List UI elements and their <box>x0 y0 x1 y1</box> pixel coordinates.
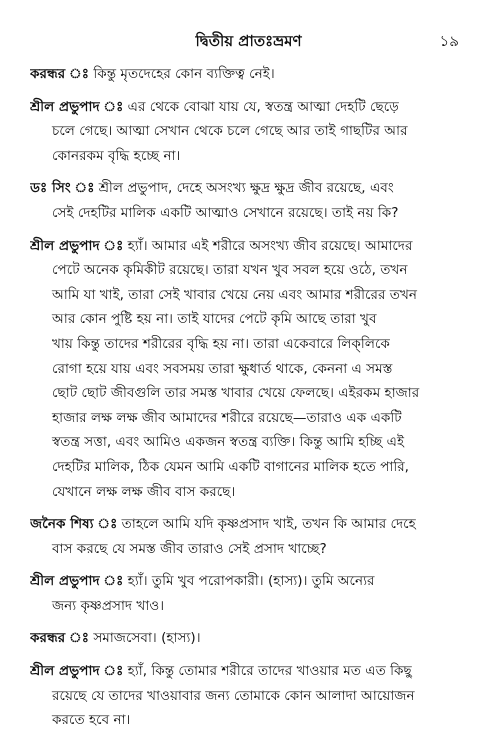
dialogue-line <box>30 430 470 455</box>
dialogue-text: হ্যাঁ, কিন্তু তোমার শরীরে তাদের খাওয়ার মত এত কিছু <box>127 663 412 680</box>
dialogue-first-line <box>30 234 470 259</box>
dialogue-line <box>30 332 470 357</box>
dialogue-text: এর থেকে বোঝা যায় যে, স্বতন্ত্র আত্মা দেহটি ছেড়ে <box>127 98 399 115</box>
dialogue-entry <box>30 176 470 225</box>
dialogue-line <box>30 684 470 709</box>
dialogue-line <box>30 537 470 562</box>
dialogue-text: কোনরকম বৃদ্ধি হচ্ছে না। <box>52 147 181 164</box>
dialogue-line <box>30 307 470 332</box>
dialogue-first-line <box>30 512 470 537</box>
dialogue-entry <box>30 62 470 87</box>
dialogue-text: বাস করছে যে সমস্ত জীব তারাও সেই প্রসাদ খাচ্ছে? <box>52 540 327 557</box>
dialogue-text: কিন্তু মৃতদেহের কোন ব্যক্তিত্ব নেই। <box>93 66 275 82</box>
dialogue-body <box>30 62 470 741</box>
dialogue-line <box>30 357 470 382</box>
dialogue-entry <box>30 659 470 733</box>
dialogue-text: চলে গেছে। আত্মা সেখান থেকে চলে গেছে আর তাই গাছটির আর <box>52 123 408 140</box>
dialogue-first-line <box>30 176 470 201</box>
speaker-name: শ্রীল প্রভুপাদ ঃ <box>30 663 124 680</box>
page-number: ১৯ <box>439 32 459 50</box>
dialogue-entry <box>30 234 470 505</box>
dialogue-text: করতে হবে না। <box>52 712 131 729</box>
dialogue-text: খায় কিন্তু তাদের শরীরের বৃদ্ধি হয় না। তারা একেবারে লিক্‌লিকে <box>52 335 390 352</box>
dialogue-line <box>30 406 470 431</box>
dialogue-line <box>30 455 470 480</box>
page-header <box>0 30 497 52</box>
dialogue-text: জন্য কৃষ্ণপ্রসাদ খাও। <box>52 597 165 614</box>
dialogue-text: শ্রীল প্রভুপাদ, দেহে অসংখ্য ক্ষুদ্র ক্ষুদ্র জীব রয়েছে, এবং <box>98 180 394 197</box>
dialogue-line <box>30 708 470 733</box>
dialogue-text: যেখানে লক্ষ লক্ষ জীব বাস করছে। <box>52 483 236 500</box>
dialogue-line <box>30 480 470 505</box>
dialogue-text: রোগা হয়ে যায় এবং সবসময় তারা ক্ষুধার্ত থাকে, কেননা এ সমস্ত <box>52 360 393 377</box>
speaker-name: জনৈক শিষ্য ঃ <box>30 516 118 533</box>
speaker-name: শ্রীল প্রভুপাদ ঃ <box>30 573 124 590</box>
dialogue-text: ছোট ছোট জীবগুলি তার সমস্ত খাবার খেয়ে ফেলছে। এইরকম হাজার <box>52 385 420 402</box>
dialogue-text: আর কোন পুষ্টি হয় না। তাই যাদের পেটে কৃমি আছে তারা খুব <box>52 311 377 328</box>
dialogue-line <box>30 594 470 619</box>
dialogue-entry <box>30 95 470 169</box>
dialogue-first-line <box>30 626 470 651</box>
dialogue-text: হ্যাঁ। আমার এই শরীরে অসংখ্য জীব রয়েছে। আমাদের <box>127 237 413 254</box>
dialogue-text: আমি যা খাই, তারা সেই খাবার খেয়ে নেয় এবং আমার শরীরের তখন <box>52 286 418 303</box>
dialogue-text: রয়েছে যে তাদের খাওয়াবার জন্য তোমাকে কোন আলাদা আয়োজন <box>52 687 415 704</box>
dialogue-line <box>30 283 470 308</box>
dialogue-text: দেহটির মালিক, ঠিক যেমন আমি একটি বাগানের মালিক হতে পারি, <box>52 458 410 475</box>
dialogue-text: স্বতন্ত্র সত্তা, এবং আমিও একজন স্বতন্ত্র ব্যক্তি। কিন্তু আমি হচ্ছি এই <box>52 434 405 451</box>
speaker-name: ডঃ সিং ঃ <box>30 180 95 197</box>
dialogue-line <box>30 119 470 144</box>
dialogue-text: সমাজসেবা। (হাস্য)। <box>93 630 201 647</box>
dialogue-text: হাজার লক্ষ লক্ষ জীব আমাদের শরীরে রয়েছে—তারাও এক একটি <box>52 409 402 426</box>
dialogue-first-line <box>30 95 470 120</box>
dialogue-text: হ্যাঁ। তুমি খুব পরোপকারী। (হাস্য)। তুমি অন্যের <box>127 573 375 590</box>
dialogue-entry <box>30 569 470 618</box>
dialogue-line <box>30 144 470 169</box>
dialogue-entry <box>30 512 470 561</box>
speaker-name: শ্রীল প্রভুপাদ ঃ <box>30 98 124 115</box>
running-title: দ্বিতীয় প্রাতঃভ্রমণ <box>195 32 302 50</box>
speaker-name: করন্ধর ঃ <box>30 66 89 82</box>
speaker-name: শ্রীল প্রভুপাদ ঃ <box>30 237 124 254</box>
dialogue-first-line <box>30 659 470 684</box>
dialogue-first-line <box>30 569 470 594</box>
dialogue-text: পেটে অনেক কৃমিকীট রয়েছে। তারা যখন খুব সবল হয়ে ওঠে, তখন <box>52 262 408 279</box>
dialogue-entry <box>30 626 470 651</box>
dialogue-text: তাহলে আমি যদি কৃষ্ণপ্রসাদ খাই, তখন কি আমার দেহে <box>121 516 416 533</box>
dialogue-text: সেই দেহটির মালিক একটি আত্মাও সেখানে রয়েছে। তাই নয় কি? <box>52 204 399 221</box>
dialogue-line <box>30 258 470 283</box>
speaker-name: করন্ধর ঃ <box>30 630 89 647</box>
dialogue-first-line <box>30 62 470 87</box>
dialogue-line <box>30 381 470 406</box>
dialogue-line <box>30 201 470 226</box>
